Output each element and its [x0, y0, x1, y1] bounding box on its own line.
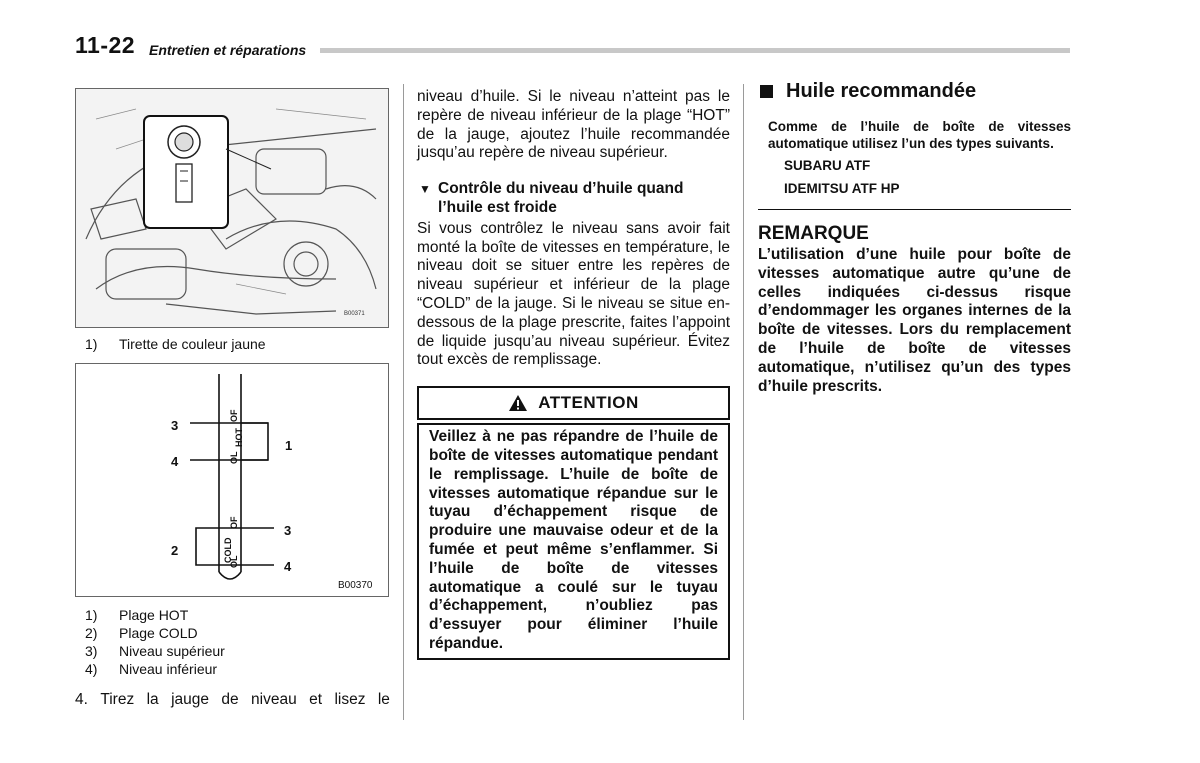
square-bullet-icon [760, 85, 773, 98]
label-of-cold: OF [229, 516, 239, 529]
caption-text: Plage COLD [119, 625, 198, 641]
caption-item [75, 660, 390, 678]
triangle-down-icon: ▼ [419, 182, 431, 197]
page-number: 11-22 [75, 32, 136, 58]
caption-item [75, 606, 390, 624]
caption-text: Niveau inférieur [119, 661, 218, 677]
engine-caption [75, 335, 390, 353]
attention-header [417, 386, 730, 420]
caption-number: 2) [85, 625, 98, 641]
label-of-hot: OF [229, 409, 239, 422]
middle-column [417, 88, 730, 660]
caption-number: 1) [85, 607, 98, 623]
caption-text: Plage HOT [119, 607, 189, 623]
remarque-text: L’utilisation d’une huile pour boîte de vitesses automatique autre qu’une de celles indiquées ci-dessus risque d’endommager les organes internes de la boîte de vitesses. Lors du remplacement de l’huile de boîte de vitesses automatique, n’utilisez qu’un des types d’huile prescrits. [758, 246, 1071, 395]
left-column [75, 88, 390, 711]
callout-4-top: 4 [171, 454, 179, 469]
page-header [75, 32, 1070, 62]
attention-title: ATTENTION [538, 392, 639, 412]
caption-number: 3) [85, 643, 98, 659]
caption-item [75, 642, 390, 660]
cold-check-paragraph: Si vous contrôlez le niveau sans avoir fait monté la boîte de vitesses en température, le niveau doit se situer entre les repères de niveau supérieur et inférieur de la plage “COLD” de la jauge. Si le niveau se situe en-dessous de la plage prescrite, faites l’appoint de liquide jusqu’au niveau supérieur. Évitez tout excès de remplissage. [417, 219, 730, 369]
label-ol-hot: OL [229, 451, 239, 464]
heading-text: Huile recommandée [786, 80, 977, 102]
caption-number: 1) [85, 336, 98, 352]
caption-number: 4) [85, 661, 98, 677]
engine-bay-illustration [75, 88, 389, 328]
recommended-oil-intro: Comme de l’huile de boîte de vitesses automatique utilisez l’un des types suivants. [768, 119, 1071, 151]
warning-triangle-icon [508, 394, 528, 412]
dipstick-gauge-diagram [75, 363, 389, 597]
subheading-cold-check [417, 180, 730, 218]
section-title: Entretien et réparations [149, 42, 307, 58]
callout-4-bottom: 4 [284, 559, 292, 574]
caption-item [75, 624, 390, 642]
callout-3-bottom: 3 [284, 523, 292, 538]
section-rule [758, 209, 1071, 210]
remarque-heading: REMARQUE [758, 223, 869, 244]
engine-figure-code: B00371 [344, 311, 365, 317]
label-cold-range: COLD [223, 537, 233, 563]
continuation-paragraph: niveau d’huile. Si le niveau n’atteint pas le repère de niveau inférieur de la plage “HOT” de la jauge, ajoutez l’huile recommandée jusqu’au repère de niveau supérieur. [417, 88, 730, 162]
gauge-caption [75, 606, 390, 678]
step-4-text: 4. Tirez la jauge de niveau et lisez le [75, 691, 390, 708]
caption-text: Tirette de couleur jaune [119, 336, 266, 352]
caption-text: Niveau supérieur [119, 643, 225, 659]
label-ol-cold: OL [229, 555, 239, 568]
column-divider-left [403, 84, 404, 720]
callout-2: 2 [171, 543, 179, 558]
attention-body: Veillez à ne pas répandre de l’huile de boîte de vitesses automatique pendant le remplissage. L’huile de boîte de vitesses automatique répandue sur le tuyau d’échappement risque de produire une mauvaise odeur et de la fumée et peut même s’enflammer. Si l’huile de boîte de vitesses automatique a coulé sur le tuyau d’échappement, n’oubliez pas d’essuyer pour éliminer l’huile répandue. [417, 423, 730, 660]
caption-item [75, 335, 390, 353]
gauge-figure-code: B00370 [338, 580, 373, 591]
column-divider-right [743, 84, 744, 720]
gauge-drawing [76, 364, 388, 596]
header-rule [320, 48, 1070, 53]
recommended-oil-heading [758, 80, 1071, 103]
callout-1: 1 [285, 438, 293, 453]
label-hot-range: HOT [234, 428, 244, 447]
oil-type: IDEMITSU ATF HP [784, 180, 900, 196]
subheading-text: Contrôle du niveau d’huile quand l’huile est froide [438, 180, 684, 216]
right-column [758, 80, 1071, 396]
callout-3-top: 3 [171, 418, 179, 433]
oil-type: SUBARU ATF [784, 158, 871, 173]
engine-drawing [76, 89, 388, 327]
